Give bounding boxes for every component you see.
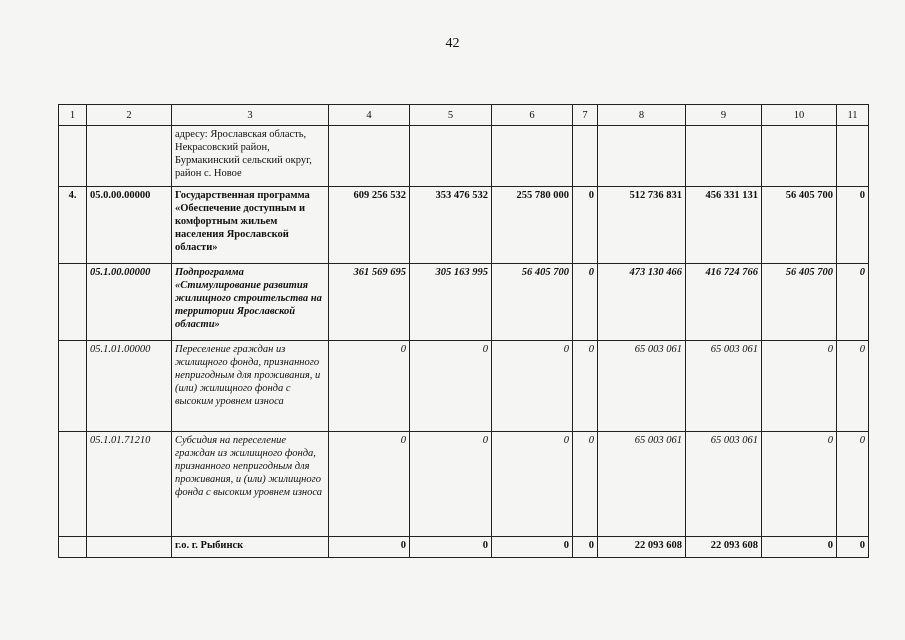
value-cell: 0 xyxy=(492,341,573,432)
value-cell: 0 xyxy=(573,341,598,432)
value-cell: 65 003 061 xyxy=(598,341,686,432)
table-row xyxy=(59,264,869,341)
value-cell xyxy=(410,126,492,187)
code-cell: 05.1.00.00000 xyxy=(87,264,172,341)
value-cell: 0 xyxy=(762,432,837,537)
row-number-cell xyxy=(59,341,87,432)
column-header: 5 xyxy=(410,105,492,126)
value-cell: 0 xyxy=(492,432,573,537)
row-number-cell xyxy=(59,126,87,187)
value-cell: 512 736 831 xyxy=(598,187,686,264)
row-number-cell xyxy=(59,264,87,341)
column-header: 4 xyxy=(329,105,410,126)
value-cell xyxy=(686,126,762,187)
value-cell: 56 405 700 xyxy=(492,264,573,341)
code-cell xyxy=(87,537,172,558)
value-cell: 0 xyxy=(573,264,598,341)
column-header: 8 xyxy=(598,105,686,126)
table-row xyxy=(59,341,869,432)
value-cell: 22 093 608 xyxy=(686,537,762,558)
value-cell: 353 476 532 xyxy=(410,187,492,264)
value-cell: 0 xyxy=(837,264,869,341)
value-cell: 0 xyxy=(837,187,869,264)
row-number-cell: 4. xyxy=(59,187,87,264)
row-number-cell xyxy=(59,432,87,537)
code-cell: 05.0.00.00000 xyxy=(87,187,172,264)
table-row xyxy=(59,187,869,264)
value-cell xyxy=(837,126,869,187)
value-cell: 473 130 466 xyxy=(598,264,686,341)
value-cell: 56 405 700 xyxy=(762,264,837,341)
page-number: 42 xyxy=(445,36,460,51)
budget-table xyxy=(58,104,869,558)
header-row xyxy=(59,105,869,126)
table-row xyxy=(59,432,869,537)
value-cell: 0 xyxy=(762,537,837,558)
value-cell: 0 xyxy=(837,432,869,537)
code-cell: 05.1.01.00000 xyxy=(87,341,172,432)
value-cell: 609 256 532 xyxy=(329,187,410,264)
value-cell: 305 163 995 xyxy=(410,264,492,341)
column-header: 3 xyxy=(172,105,329,126)
value-cell: 65 003 061 xyxy=(598,432,686,537)
value-cell xyxy=(573,126,598,187)
value-cell: 0 xyxy=(329,537,410,558)
value-cell: 0 xyxy=(410,432,492,537)
value-cell: 255 780 000 xyxy=(492,187,573,264)
row-number-cell xyxy=(59,537,87,558)
column-header: 10 xyxy=(762,105,837,126)
table-row xyxy=(59,126,869,187)
column-header: 2 xyxy=(87,105,172,126)
value-cell: 0 xyxy=(573,537,598,558)
value-cell: 361 569 695 xyxy=(329,264,410,341)
description-cell: г.о. г. Рыбинск xyxy=(172,537,329,558)
value-cell: 0 xyxy=(410,537,492,558)
value-cell: 0 xyxy=(329,432,410,537)
value-cell: 56 405 700 xyxy=(762,187,837,264)
value-cell: 0 xyxy=(573,432,598,537)
value-cell: 0 xyxy=(492,537,573,558)
value-cell: 65 003 061 xyxy=(686,341,762,432)
value-cell: 65 003 061 xyxy=(686,432,762,537)
description-cell: Государственная программа «Обеспечение доступным и комфортным жильем населения Ярославской области» xyxy=(172,187,329,264)
value-cell: 456 331 131 xyxy=(686,187,762,264)
column-header: 1 xyxy=(59,105,87,126)
description-cell: Переселение граждан из жилищного фонда, признанного непригодным для проживания, и (или) жилищного фонда с высоким уровнем износа xyxy=(172,341,329,432)
value-cell: 416 724 766 xyxy=(686,264,762,341)
description-cell: Субсидия на переселение граждан из жилищного фонда, признанного непригодным для проживания, и (или) жилищного фонда с высоким уровнем износа xyxy=(172,432,329,537)
value-cell: 0 xyxy=(410,341,492,432)
value-cell: 0 xyxy=(329,341,410,432)
value-cell xyxy=(598,126,686,187)
column-header: 7 xyxy=(573,105,598,126)
value-cell: 22 093 608 xyxy=(598,537,686,558)
value-cell: 0 xyxy=(837,341,869,432)
column-header: 9 xyxy=(686,105,762,126)
value-cell xyxy=(329,126,410,187)
description-cell: Подпрограмма «Стимулирование развития жилищного строительства на территории Ярославской области» xyxy=(172,264,329,341)
description-cell: адресу: Ярославская область, Некрасовский район, Бурмакинский сельский округ, район с. Новое xyxy=(172,126,329,187)
column-header: 11 xyxy=(837,105,869,126)
value-cell xyxy=(492,126,573,187)
value-cell: 0 xyxy=(573,187,598,264)
code-cell: 05.1.01.71210 xyxy=(87,432,172,537)
value-cell: 0 xyxy=(762,341,837,432)
table-row xyxy=(59,537,869,558)
value-cell: 0 xyxy=(837,537,869,558)
value-cell xyxy=(762,126,837,187)
column-header: 6 xyxy=(492,105,573,126)
code-cell xyxy=(87,126,172,187)
